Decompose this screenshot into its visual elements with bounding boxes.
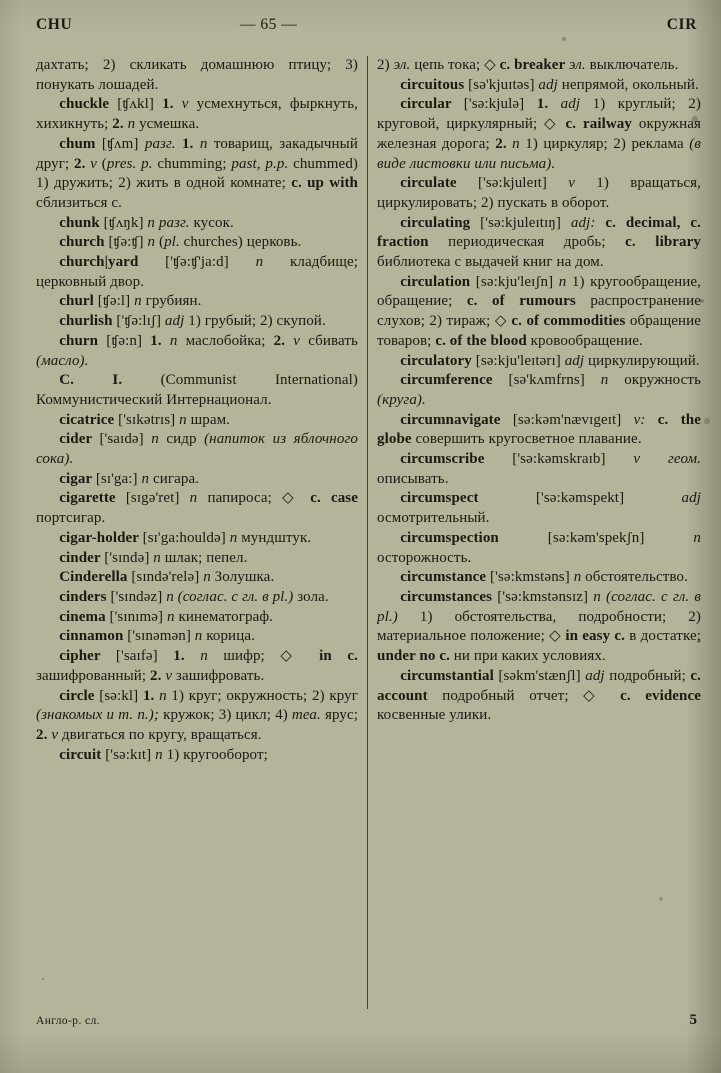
entry-text-run: кладбище; церковный двор. <box>36 254 358 290</box>
entry-headword-or-phrase: in c. <box>319 648 358 665</box>
dictionary-entry <box>36 56 358 95</box>
entry-text-run: [ʧʌkl] <box>117 96 163 113</box>
entry-text-run: n <box>203 569 215 586</box>
entry-text-run: n (соглас. с гл. в pl.) <box>166 588 298 605</box>
entry-text-run: [ʧə:l] <box>97 293 135 310</box>
entry-text-run: n <box>600 372 625 389</box>
entry-headword-or-phrase: circumspect <box>400 490 536 507</box>
entry-text-run: n <box>194 628 207 645</box>
entry-headword-or-phrase: chum <box>59 135 102 152</box>
entry-text-run: [ʧʌŋk] <box>103 214 148 231</box>
entry-text-run: ['sə:kjulə] <box>463 96 537 113</box>
entry-text-run: [sɪgə'ret] <box>125 490 190 507</box>
entry-text-run: n <box>169 332 186 349</box>
entry-text-run: обстоятельство. <box>585 569 688 586</box>
entry-text-run: [ʧə:n] <box>106 332 151 349</box>
entry-text-run: n <box>558 273 572 290</box>
entry-text-run: adj <box>564 352 589 369</box>
dictionary-entry <box>36 568 358 588</box>
dictionary-entry <box>36 371 358 410</box>
entry-headword-or-phrase: C. I. <box>59 372 161 389</box>
entry-text-run: шлак; пепел. <box>164 549 248 566</box>
dictionary-entry <box>377 76 701 96</box>
entry-text-run: сбивать <box>308 332 358 349</box>
entry-text-run: n <box>512 135 526 152</box>
entry-text-run: (напиток из яблочного сока). <box>36 431 358 468</box>
entry-text-run: в достатке; <box>629 628 701 645</box>
entry-text-run: усмешка. <box>139 116 200 133</box>
entry-headword-or-phrase: circumstances <box>400 588 498 605</box>
entry-text-run: [sɪ'ga:] <box>95 470 142 487</box>
entry-text-run: сигара. <box>152 470 200 487</box>
entry-headword-or-phrase: cinema <box>59 608 110 625</box>
entry-text-run: pl. <box>164 234 184 251</box>
entry-text-run: adj <box>164 313 189 330</box>
entry-headword-or-phrase: c. of commodities <box>511 313 630 330</box>
entry-text-run: (масло). <box>36 352 89 369</box>
entry-text-run: n <box>153 549 165 566</box>
right-column <box>377 56 701 1009</box>
entry-text-run: n <box>693 529 701 546</box>
dictionary-entry <box>36 411 358 431</box>
entry-text-run: кинематограф. <box>178 608 274 625</box>
entry-text-run: n <box>189 490 208 507</box>
dictionary-entry <box>36 292 358 312</box>
entry-text-run: дахтать; 2) скликать домашнюю птицу; 3) понукать лошадей. <box>36 57 358 93</box>
entry-text-run: n <box>134 293 146 310</box>
dictionary-entry <box>36 489 358 528</box>
entry-headword-or-phrase: c. railway <box>565 116 639 133</box>
entry-text-run: n <box>255 254 291 271</box>
entry-text-run: [səkm'stænʃl] <box>498 667 586 684</box>
entry-text-run: папироса; ◇ <box>207 490 311 507</box>
entry-text-run: ['ʧə:ʧ'ja:d] <box>165 254 256 271</box>
entry-headword-or-phrase: church|yard <box>59 254 166 271</box>
dictionary-entry <box>36 470 358 490</box>
entry-text-run: [sɪ'ga:houldə] <box>142 529 230 546</box>
entry-headword-or-phrase: cipher <box>59 648 116 665</box>
paper-specks <box>0 0 2 2</box>
entry-text-run: эл. <box>393 57 415 73</box>
dictionary-entry <box>36 253 358 292</box>
entry-text-run: эл. <box>568 57 590 73</box>
entry-text-run: шрам. <box>190 411 231 428</box>
dictionary-entry <box>36 647 358 686</box>
entry-text-run: v <box>51 726 62 743</box>
entry-text-run: зашифрованный; <box>36 667 150 684</box>
entry-text-run: 1) кругооборот; <box>166 746 268 763</box>
entry-text-run: n <box>166 608 179 625</box>
entry-text-run: [sə'kjuɪtəs] <box>468 76 539 93</box>
entry-text-run: n <box>199 135 214 152</box>
entry-headword-or-phrase: circuitous <box>400 76 469 93</box>
page-number: — 65 — <box>240 16 298 33</box>
entry-text-run: ['saɪdə] <box>99 431 152 448</box>
entry-text-run: [sə:kju'leɪʃn] <box>475 273 559 290</box>
entry-text-run: (Communist International) Коммунистический Интернационал. <box>36 372 358 408</box>
dictionary-entry <box>377 588 701 667</box>
entry-text-run: товарищ, закадычный друг; <box>36 135 358 172</box>
entry-headword-or-phrase: churn <box>59 332 107 349</box>
entry-text-run: v <box>165 667 176 684</box>
entry-text-run: 1) вращаться, циркулировать; 2) пускать в оборот. <box>377 175 701 211</box>
entry-headword-or-phrase: 1. <box>162 96 182 113</box>
entry-headword-or-phrase: under no c. <box>377 648 454 665</box>
entry-headword-or-phrase: circulatory <box>400 352 476 369</box>
dictionary-entry <box>377 489 701 528</box>
entry-headword-or-phrase: circulating <box>400 214 481 231</box>
entry-text-run: выключатель. <box>589 57 679 73</box>
entry-text-run: Золушка. <box>214 569 275 586</box>
entry-headword-or-phrase: circumnavigate <box>400 411 513 428</box>
entry-text-run: n разг. <box>147 214 194 231</box>
entry-text-run: [ʧə:ʧ] <box>108 234 148 251</box>
dictionary-entry <box>36 95 358 134</box>
entry-text-run: n <box>159 687 172 704</box>
entry-text-run: ['sə:kjuleɪt] <box>477 175 569 192</box>
entry-text-run: сидр <box>166 431 205 448</box>
entry-headword-or-phrase: in easy c. <box>565 628 630 645</box>
entry-headword-or-phrase: 1. <box>536 96 561 113</box>
entry-headword-or-phrase: circle <box>59 687 100 704</box>
entry-text-run: подробный; <box>609 667 691 684</box>
entry-text-run: [sə:kəm'nævɪgeɪt] <box>512 411 634 428</box>
entry-text-run: ['sɪnəmən] <box>127 628 195 645</box>
dictionary-entry <box>36 312 358 332</box>
entry-text-run: описывать. <box>377 470 449 487</box>
entry-text-run: n (соглас. с гл. в pl.) <box>377 588 701 625</box>
entry-text-run: v: <box>633 411 658 428</box>
entry-headword-or-phrase: cigar <box>59 470 96 487</box>
entry-text-run: chumming; <box>157 155 232 172</box>
entry-headword-or-phrase: c. the globe <box>377 411 701 448</box>
dictionary-entry <box>377 568 701 588</box>
text-columns <box>36 56 701 1009</box>
dictionary-entry <box>377 450 701 489</box>
entry-text-run: v <box>568 175 597 192</box>
entry-headword-or-phrase: c. case <box>310 490 358 507</box>
entry-headword-or-phrase: c. library <box>625 234 701 251</box>
dictionary-entry <box>36 430 358 469</box>
entry-headword-or-phrase: cicatrice <box>59 411 119 428</box>
entry-headword-or-phrase: circumstantial <box>400 667 499 684</box>
entry-headword-or-phrase: 2. <box>150 667 166 684</box>
entry-text-run: осторожность. <box>377 549 472 566</box>
entry-text-run: 2) <box>377 57 394 73</box>
dictionary-entry <box>377 56 701 76</box>
entry-text-run: n <box>155 746 167 763</box>
entry-text-run: мундштук. <box>241 529 312 546</box>
entry-headword-or-phrase: c. up with <box>291 175 358 192</box>
entry-text-run: ['ʧə:lɪʃ] <box>116 313 165 330</box>
entry-text-run: зола. <box>297 588 329 605</box>
entry-headword-or-phrase: cigar-holder <box>59 529 143 546</box>
entry-text-run: 1) круг; окружность; 2) круг <box>171 687 358 704</box>
left-column <box>36 56 358 1009</box>
entry-headword-or-phrase: circulate <box>400 175 478 192</box>
entry-text-run: chummed) 1) дружить; 2) жить в одной комнате; <box>36 155 358 192</box>
entry-headword-or-phrase: chuckle <box>59 96 118 113</box>
entry-text-run: (круга). <box>377 391 426 408</box>
entry-text-run: подробный отчет; ◇ <box>442 687 621 704</box>
entry-text-run: непрямой, окольный. <box>561 76 699 93</box>
entry-text-run: adj <box>681 490 701 507</box>
entry-headword-or-phrase: chunk <box>59 214 104 231</box>
entry-text-run: n <box>151 431 167 448</box>
entry-headword-or-phrase: circular <box>400 96 464 113</box>
entry-headword-or-phrase: 2. <box>74 155 91 172</box>
entry-text-run: циркулирующий. <box>588 352 700 369</box>
entry-text-run: зашифровать. <box>175 667 265 684</box>
entry-text-run: шифр; ◇ <box>223 648 320 665</box>
entry-headword-or-phrase: churlish <box>59 313 117 330</box>
entry-text-run: двигаться по кругу, вращаться. <box>61 726 262 743</box>
entry-text-run: кровообращение. <box>530 332 643 349</box>
dictionary-entry <box>36 687 358 746</box>
entry-text-run: [sə'kʌmfrns] <box>508 372 601 389</box>
entry-text-run: косвенные улики. <box>377 707 492 724</box>
entry-headword-or-phrase: c. decimal, c. fraction <box>377 214 701 251</box>
dictionary-entry <box>377 352 701 372</box>
entry-text-run: [sə:kju'leɪtərɪ] <box>475 352 565 369</box>
entry-text-run: n <box>229 529 242 546</box>
guide-word-right: CIR <box>666 16 697 33</box>
entry-text-run: цепь тока; ◇ <box>414 57 500 73</box>
entry-text-run: (в виде листовки или письма). <box>377 135 701 172</box>
entry-text-run: 1) круглый; 2) круговой, циркулярный; ◇ <box>377 96 701 133</box>
entry-text-run: обращение товаров; <box>377 313 701 349</box>
entry-text-run: ['sə:kmstənsɪz] <box>497 588 594 605</box>
entry-headword-or-phrase: 2. <box>495 135 513 152</box>
entry-text-run: n <box>127 116 140 133</box>
entry-headword-or-phrase: cinnamon <box>59 628 128 645</box>
guide-word-left: CHU <box>36 16 73 33</box>
entry-headword-or-phrase: cinder <box>59 549 105 566</box>
entry-headword-or-phrase: c. breaker <box>499 57 569 73</box>
dictionary-entry <box>377 273 701 352</box>
entry-headword-or-phrase: 2. <box>112 116 128 133</box>
entry-text-run: churches) церковь. <box>183 234 302 251</box>
entry-text-run: (знакомых и т. п.); <box>36 707 164 724</box>
dictionary-entry <box>36 233 358 253</box>
footer-sheet-number: 5 <box>689 1012 697 1028</box>
entry-text-run: ['saɪfə] <box>115 648 174 665</box>
dictionary-entry <box>377 174 701 213</box>
entry-text-run: adj <box>585 667 610 684</box>
entry-headword-or-phrase: cider <box>59 431 100 448</box>
entry-text-run: портсигар. <box>36 510 106 527</box>
entry-headword-or-phrase: c. of the blood <box>435 332 531 349</box>
dictionary-entry <box>36 608 358 628</box>
entry-text-run: ['sə:kjuleɪtɪŋ] <box>480 214 571 231</box>
entry-text-run: past, p.p. <box>231 155 294 172</box>
entry-text-run: adj: <box>570 214 606 231</box>
entry-text-run: v <box>181 96 197 113</box>
entry-text-run: кружок; 3) цикл; 4) <box>163 707 292 724</box>
entry-text-run: 1) обстоятельства, подробности; 2) материальное положение; ◇ <box>377 608 701 645</box>
entry-text-run: ['sə:kəmspekt] <box>535 490 682 507</box>
entry-headword-or-phrase: cinders <box>59 588 111 605</box>
entry-text-run: ( <box>101 155 107 172</box>
entry-text-run: ['sɪndə] <box>104 549 154 566</box>
page-footer <box>36 1012 697 1029</box>
entry-headword-or-phrase: c. evidence <box>620 687 701 704</box>
footer-signature-label: Англо-р. сл. <box>36 1015 100 1027</box>
entry-text-run: [ʧʌm] <box>101 135 145 152</box>
entry-text-run: распространение слухов; 2) тираж; ◇ <box>377 293 701 330</box>
entry-text-run: [sɪndə'relə] <box>131 569 204 586</box>
entry-text-run: ['sə:kɪt] <box>105 746 156 763</box>
entry-headword-or-phrase: circumscribe <box>400 451 513 468</box>
entry-headword-or-phrase: 1. <box>173 648 201 665</box>
dictionary-entry <box>36 135 358 214</box>
dictionary-entry <box>36 588 358 608</box>
dictionary-entry <box>36 529 358 549</box>
entry-text-run: [sə:kəm'spekʃn] <box>547 529 694 546</box>
entry-text-run: v геом. <box>633 451 701 468</box>
dictionary-entry <box>377 371 701 410</box>
entry-headword-or-phrase: circuit <box>59 746 106 763</box>
entry-headword-or-phrase: circumference <box>400 372 509 389</box>
entry-text-run: окружность <box>624 372 701 389</box>
entry-text-run: [sə:kl] <box>99 687 143 704</box>
entry-headword-or-phrase: Cinderella <box>59 569 132 586</box>
entry-headword-or-phrase: circumspection <box>400 529 548 546</box>
entry-text-run: n <box>179 411 191 428</box>
entry-text-run: осмотрительный. <box>377 510 490 527</box>
dictionary-entry <box>377 529 701 568</box>
dictionary-entry <box>36 549 358 569</box>
entry-headword-or-phrase: churl <box>59 293 98 310</box>
entry-text-run: усмехнуться, фыркнуть, хихикнуть; <box>36 96 358 133</box>
entry-text-run: ( <box>158 234 165 251</box>
entry-headword-or-phrase: cigarette <box>59 490 126 507</box>
entry-headword-or-phrase: 1. <box>150 332 170 349</box>
entry-text-run: n <box>147 234 159 251</box>
entry-text-run: маслобойка; <box>185 332 274 349</box>
entry-text-run: совершить кругосветное плавание. <box>415 431 642 448</box>
entry-text-run: грубиян. <box>145 293 202 310</box>
dictionary-entry <box>377 95 701 174</box>
dictionary-entry <box>36 746 358 766</box>
entry-headword-or-phrase: c. of rumours <box>466 293 591 310</box>
entry-text-run: кусок. <box>193 214 234 231</box>
dictionary-entry <box>377 214 701 273</box>
entry-text-run: корица. <box>206 628 255 645</box>
dictionary-entry <box>36 332 358 371</box>
entry-text-run: n <box>200 648 224 665</box>
entry-headword-or-phrase: 1. <box>182 135 200 152</box>
entry-text-run: v <box>90 155 102 172</box>
entry-text-run: n <box>573 569 586 586</box>
entry-text-run: ['sə:kmstəns] <box>490 569 574 586</box>
entry-text-run: ярус; <box>324 707 358 724</box>
entry-text-run: теа. <box>291 707 325 724</box>
entry-text-run: n <box>141 470 153 487</box>
entry-headword-or-phrase: 2. <box>273 332 294 349</box>
entry-text-run: ['sə:kəmskraɪb] <box>512 451 634 468</box>
entry-text-run: 1) грубый; 2) скупой. <box>188 313 326 330</box>
entry-text-run: 1) циркуляр; 2) реклама <box>525 135 690 152</box>
entry-headword-or-phrase: 1. <box>142 687 160 704</box>
column-divider-rule <box>367 56 368 1009</box>
dictionary-entry <box>377 667 701 726</box>
entry-text-run: v <box>293 332 309 349</box>
entry-text-run: библиотека с выдачей книг на дом. <box>377 254 604 271</box>
entry-text-run: 1) кругообращение, обращение; <box>377 273 701 310</box>
entry-text-run: ['sɪkətrɪs] <box>118 411 180 428</box>
entry-headword-or-phrase: circulation <box>400 273 476 290</box>
entry-text-run: периодическая дробь; <box>448 234 626 251</box>
page-header <box>36 16 697 38</box>
entry-text-run: ни при каких условиях. <box>453 648 606 665</box>
dictionary-entry <box>377 411 701 450</box>
entry-text-run: pres. p. <box>106 155 158 172</box>
entry-text-run: adj <box>538 76 562 93</box>
entry-headword-or-phrase: circumstance <box>400 569 490 586</box>
entry-text-run: окружная железная дорога; <box>377 116 701 152</box>
entry-text-run: ['sɪnɪmə] <box>109 608 167 625</box>
entry-text-run: adj <box>560 96 593 113</box>
dictionary-entry <box>36 214 358 234</box>
entry-headword-or-phrase: church <box>59 234 109 251</box>
entry-text-run: сблизиться с. <box>36 194 122 211</box>
entry-headword-or-phrase: 2. <box>36 726 52 743</box>
dictionary-entry <box>36 627 358 647</box>
entry-text-run: разг. <box>144 135 183 152</box>
entry-headword-or-phrase: c. account <box>377 667 701 704</box>
entry-text-run: ['sɪndəz] <box>110 588 167 605</box>
